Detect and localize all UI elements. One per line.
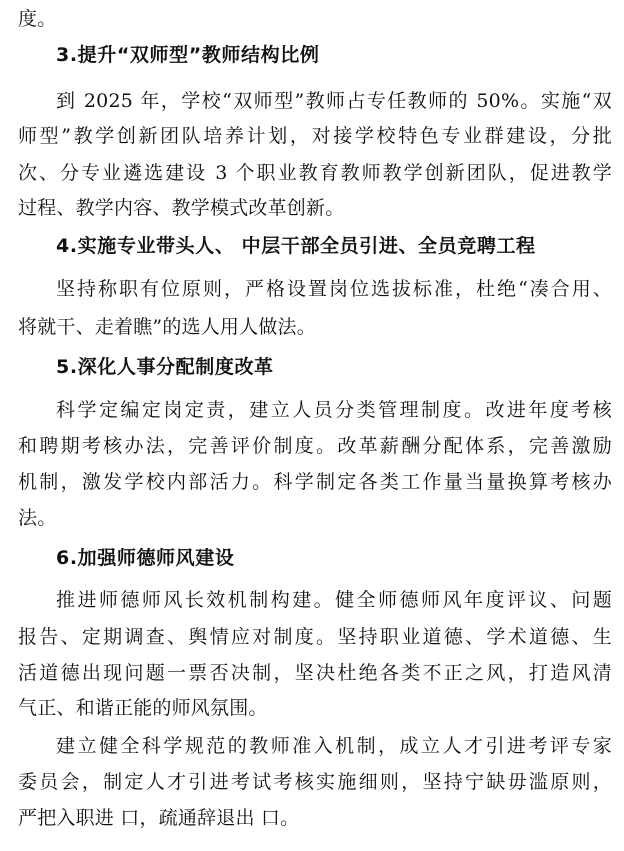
paragraph-line: 到 2025 年，学校“双师型”教师占专任教师的 50%。实施“双 bbox=[56, 90, 612, 112]
paragraph-line: 法。 bbox=[18, 507, 57, 529]
paragraph-line: 推进师德师风长效机制构建。健全师德师风年度评议、问题 bbox=[56, 589, 612, 611]
section-heading-6: 6.加强师德师风建设 bbox=[56, 547, 235, 569]
paragraph-line: 将就干、走着瞧”的选人用人做法。 bbox=[18, 316, 316, 338]
paragraph-line: 委员会，制定人才引进考试考核实施细则，坚持宁缺毋滥原则， bbox=[18, 771, 612, 793]
paragraph-line: 报告、定期调查、舆情应对制度。坚持职业道德、学术道德、生 bbox=[18, 626, 612, 648]
paragraph-line: 科学定编定岗定责，建立人员分类管理制度。改进年度考核 bbox=[56, 399, 612, 421]
section-heading-4: 4.实施专业带头人、 中层干部全员引进、全员竞聘工程 bbox=[56, 235, 536, 257]
section-heading-3: 3.提升“双师型”教师结构比例 bbox=[56, 44, 320, 66]
paragraph-line: 度。 bbox=[18, 8, 57, 30]
paragraph-line: 过程、教学内容、教学模式改革创新。 bbox=[18, 197, 345, 219]
paragraph-line: 严把入职进 口，疏通辞退出 口。 bbox=[18, 807, 300, 829]
paragraph-line: 机制，激发学校内部活力。科学制定各类工作量当量换算考核办 bbox=[18, 471, 612, 493]
paragraph-line: 活道德出现问题一票否决制，坚决杜绝各类不正之风，打造风清 bbox=[18, 662, 612, 684]
paragraph-line: 坚持称职有位原则，严格设置岗位选拔标准，杜绝“凑合用、 bbox=[56, 278, 612, 300]
section-heading-5: 5.深化人事分配制度改革 bbox=[56, 356, 274, 378]
paragraph-line: 建立健全科学规范的教师准入机制，成立人才引进考评专家 bbox=[56, 735, 612, 757]
paragraph-line: 师型”教学创新团队培养计划，对接学校特色专业群建设，分批 bbox=[18, 125, 612, 147]
paragraph-line: 气正、和谐正能的师风氛围。 bbox=[18, 697, 268, 719]
paragraph-line: 和聘期考核办法，完善评价制度。改革薪酬分配体系，完善激励 bbox=[18, 435, 612, 457]
paragraph-line: 次、分专业遴选建设 3 个职业教育教师教学创新团队，促进教学 bbox=[18, 162, 612, 184]
